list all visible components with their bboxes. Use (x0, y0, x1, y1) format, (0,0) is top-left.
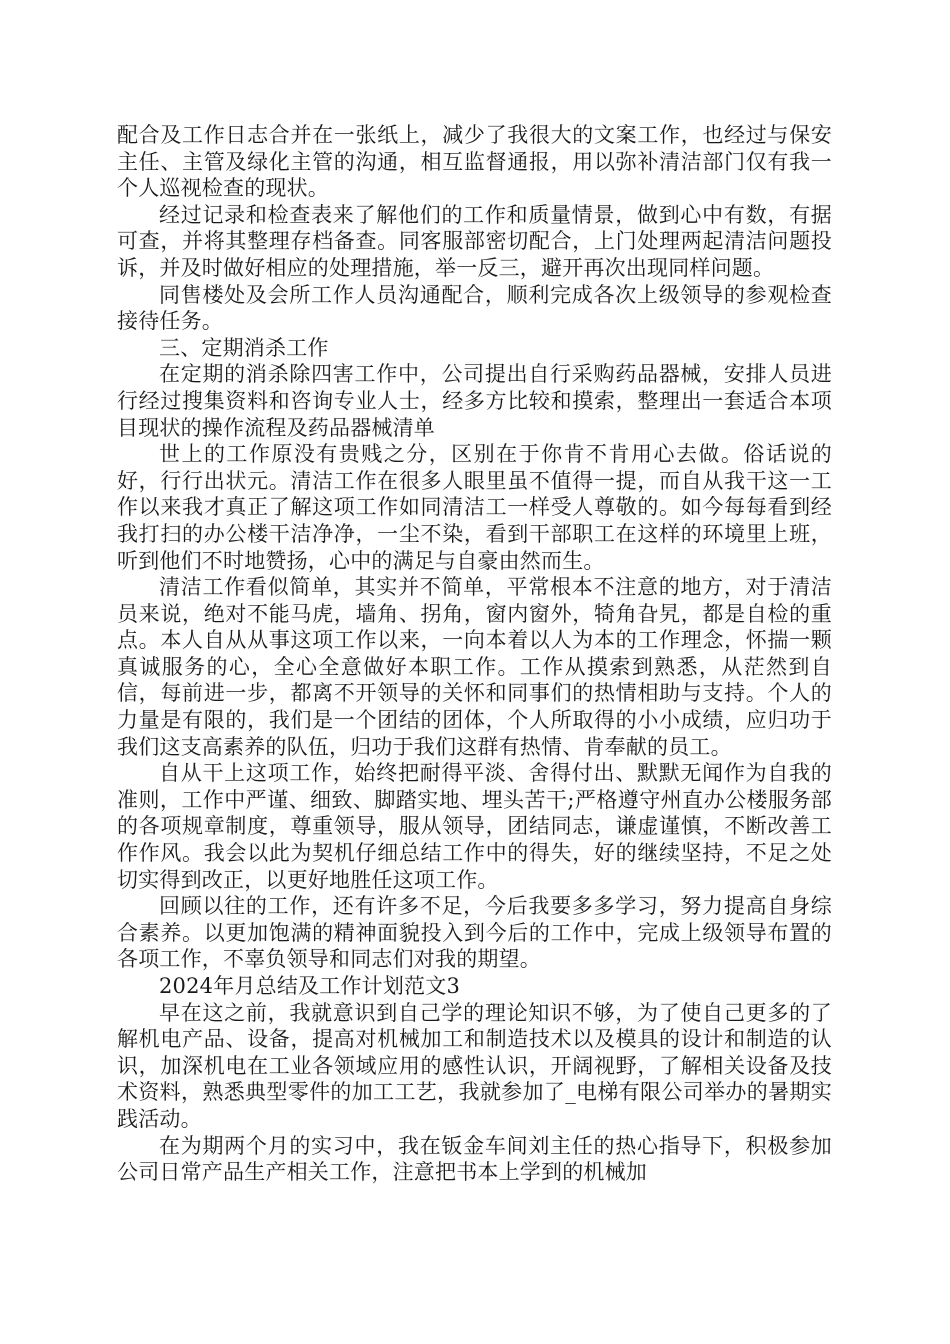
document-page (117, 122, 832, 1186)
paragraph: 回顾以往的工作，还有许多不足，今后我要多多学习，努力提高自身综合素养。以更加饱满的精神面貌投入到今后的工作中，完成上级领导布置的各项工作，不辜负领导和同志们对我的期望。 (117, 894, 832, 972)
section-heading: 三、定期消杀工作 (159, 335, 329, 360)
paragraph: 经过记录和检查表来了解他们的工作和质量情景，做到心中有数，有据可查，并将其整理存档备查。同客服部密切配合，上门处理两起清洁问题投诉，并及时做好相应的处理措施，举一反三，避开再次出现同样问题。 (117, 202, 832, 280)
section-heading: 2024年月总结及工作计划范文3 (159, 974, 461, 998)
paragraph: 在定期的消杀除四害工作中，公司提出自行采购药品器械，安排人员进行经过搜集资料和咨询专业人士，经多方比较和摸索，整理出一套适合本项目现状的操作流程及药品器械清单 (117, 362, 832, 440)
paragraph: 配合及工作日志合并在一张纸上，减少了我很大的文案工作，也经过与保安主任、主管及绿化主管的沟通，相互监督通报，用以弥补清洁部门仅有我一个人巡视检查的现状。 (117, 123, 832, 201)
paragraph: 清洁工作看似简单，其实并不简单，平常根本不注意的地方，对于清洁员来说，绝对不能马虎，墙角、拐角，窗内窗外，犄角旮旯，都是自检的重点。本人自从从事这项工作以来，一向本着以人为本的工作理念，怀揣一颗真诚服务的心，全心全意做好本职工作。工作从摸索到熟悉，从茫然到自信，每前进一步，都离不开领导的关怀和同事们的热情相助与支持。个人的力量是有限的，我们是一个团结的团体，个人所取得的小小成绩，应归功于我们这支高素养的队伍，归功于我们这群有热情、肯奉献的员工。 (117, 575, 832, 759)
paragraph: 在为期两个月的实习中，我在钣金车间刘主任的热心指导下，积极参加公司日常产品生产相关工作，注意把书本上学到的机械加 (117, 1133, 832, 1185)
paragraph: 同售楼处及会所工作人员沟通配合，顺利完成各次上级领导的参观检查接待任务。 (117, 282, 832, 334)
paragraph: 早在这之前，我就意识到自己学的理论知识不够，为了使自己更多的了解机电产品、设备，提高对机械加工和制造技术以及模具的设计和制造的认识，加深机电在工业各领域应用的感性认识，开阔视野，了解相关设备及技术资料，熟悉典型零件的加工工艺，我就参加了_电梯有限公司举办的暑期实践活动。 (117, 1000, 832, 1131)
paragraph: 自从干上这项工作，始终把耐得平淡、舍得付出、默默无闻作为自我的准则，工作中严谨、细致、脚踏实地、埋头苦干;严格遵守州直办公楼服务部的各项规章制度，尊重领导，服从领导，团结同志，谦虚谨慎，不断改善工作作风。我会以此为契机仔细总结工作中的得失，好的继续坚持，不足之处切实得到改正，以更好地胜任这项工作。 (117, 761, 832, 892)
paragraph: 世上的工作原没有贵贱之分，区别在于你肯不肯用心去做。俗话说的好，行行出状元。清洁工作在很多人眼里虽不值得一提，而自从我干这一工作以来我才真正了解这项工作如同清洁工一样受人尊敬的。如今每每看到经我打扫的办公楼干洁净净，一尘不染，看到干部职工在这样的环境里上班，听到他们不时地赞扬，心中的满足与自豪由然而生。 (117, 442, 832, 573)
